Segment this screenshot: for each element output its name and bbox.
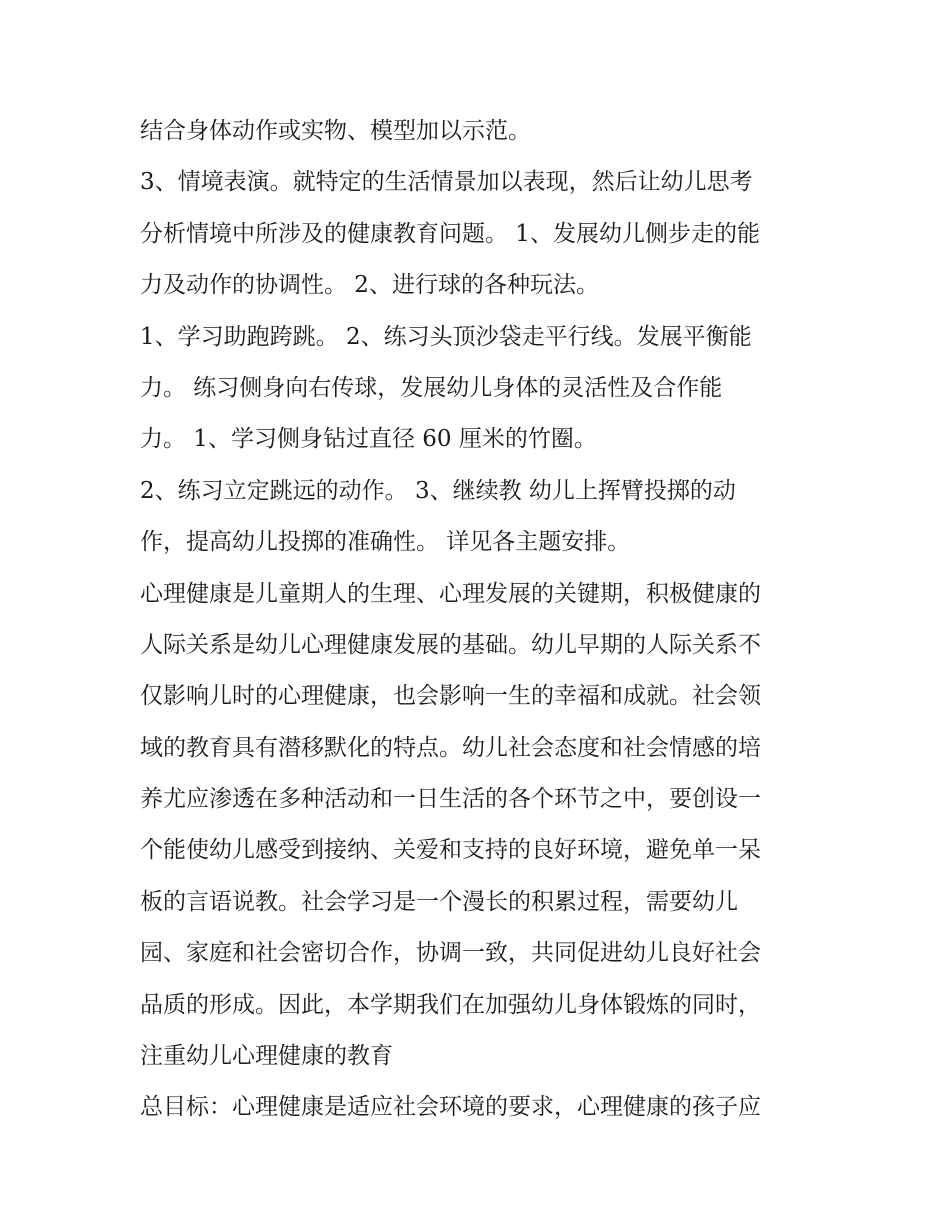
text-line: 力。 1、学习侧身钻过直径 60 厘米的竹圈。 bbox=[140, 426, 597, 453]
text-line: 总目标：心理健康是适应社会环境的要求，心理健康的孩子应 bbox=[140, 1094, 761, 1121]
text-line: 养尤应渗透在多种活动和一日生活的各个环节之中，要创设一 bbox=[140, 786, 761, 813]
text-line: 分析情境中所涉及的健康教育问题。 1、发展幼儿侧步走的能 bbox=[140, 220, 760, 247]
text-line: 品质的形成。因此，本学期我们在加强幼儿身体锻炼的同时， bbox=[140, 991, 761, 1018]
text-line: 作，提高幼儿投掷的准确性。 详见各主题安排。 bbox=[140, 529, 631, 556]
text-line: 力及动作的协调性。 2、进行球的各种玩法。 bbox=[140, 272, 599, 299]
text-line: 注重幼儿心理健康的教育 bbox=[140, 1043, 393, 1070]
text-line: 个能使幼儿感受到接纳、关爱和支持的良好环境，避免单一呆 bbox=[140, 837, 761, 864]
text-line: 力。 练习侧身向右传球，发展幼儿身体的灵活性及合作能 bbox=[140, 374, 723, 401]
document-body bbox=[140, 106, 830, 1134]
text-line: 2、练习立定跳远的动作。 3、继续教 幼儿上挥臂投掷的动 bbox=[140, 477, 736, 504]
text-line: 域的教育具有潜移默化的特点。幼儿社会态度和社会情感的培 bbox=[140, 734, 761, 761]
text-line: 仅影响儿时的心理健康，也会影响一生的幸福和成就。社会领 bbox=[140, 683, 761, 710]
text-line: 3、情境表演。就特定的生活情景加以表现，然后让幼儿思考 bbox=[140, 169, 753, 196]
text-line: 人际关系是幼儿心理健康发展的基础。幼儿早期的人际关系不 bbox=[140, 631, 761, 658]
text-line: 1、学习助跑跨跳。 2、练习头顶沙袋走平行线。发展平衡能 bbox=[140, 323, 752, 350]
text-line: 园、家庭和社会密切合作，协调一致，共同促进幼儿良好社会 bbox=[140, 940, 761, 967]
text-line: 结合身体动作或实物、模型加以示范。 bbox=[140, 118, 531, 144]
text-line: 心理健康是儿童期人的生理、心理发展的关键期，积极健康的 bbox=[140, 580, 761, 607]
text-line: 板的言语说教。社会学习是一个漫长的积累过程，需要幼儿 bbox=[140, 888, 738, 915]
